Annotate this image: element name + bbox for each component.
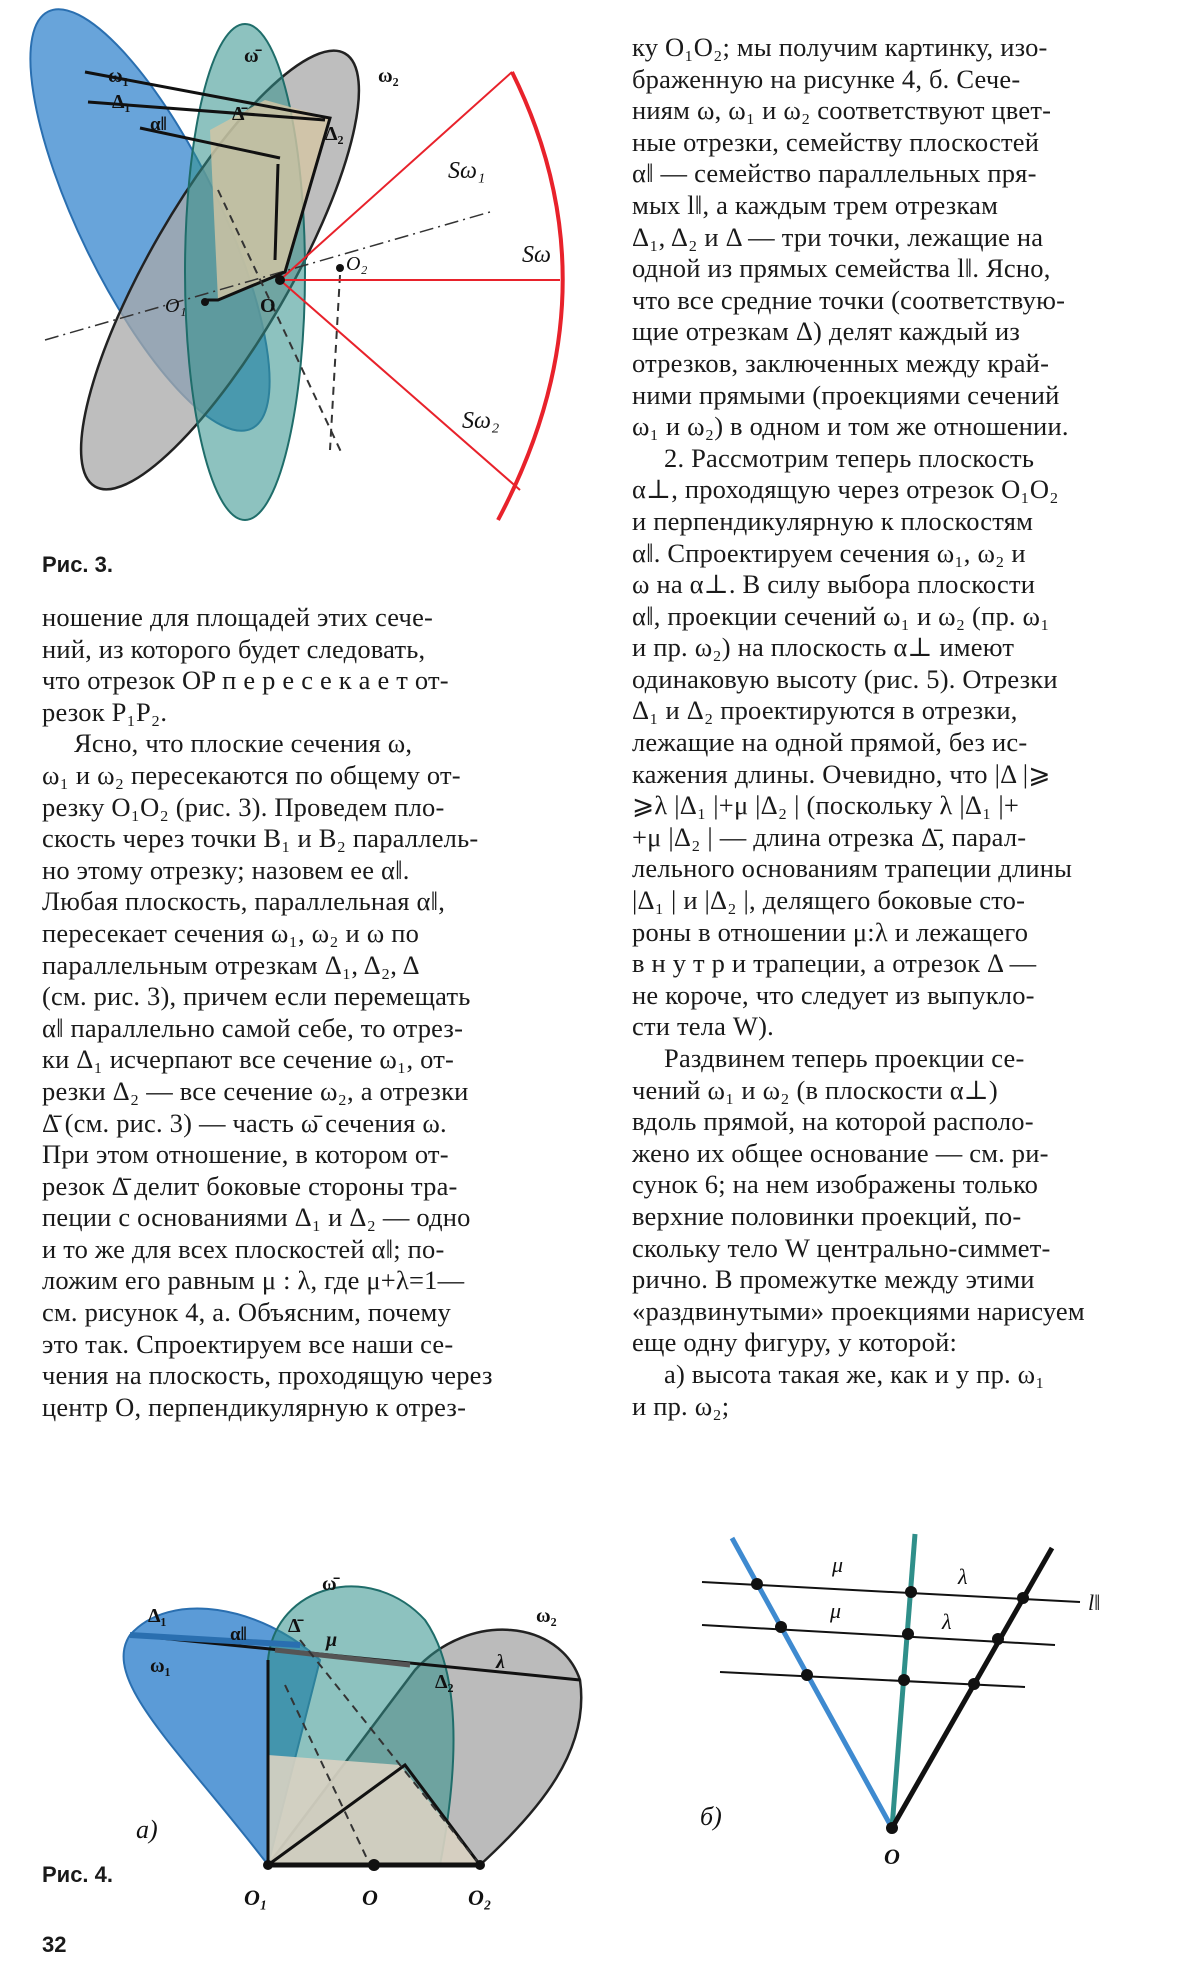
label-O2: O₂ [468,1885,492,1910]
left-column-text [42,602,588,1423]
point-O [275,275,285,285]
text-line: отрезков, заключенных между край- [632,347,1050,378]
text-line: кажения длины. Очевидно, что |Δ |⩾ [632,758,1051,789]
figure-4b [680,1520,1140,1880]
text-line: α‖. Спроектируем сечения ω₁, ω₂ и [632,537,1026,568]
label-delta-bar: Δ̄ [288,1615,301,1637]
text-line: ⩾λ |Δ₁ |+μ |Δ₂ | (поскольку λ |Δ₁ |+ [632,790,1020,821]
label-O1: O₁ [244,1885,268,1910]
label-s-omega1: Sω₁ [448,158,486,184]
label-delta1: Δ₁ [148,1605,167,1627]
text-line: ные отрезки, семейству плоскостей [632,126,1040,157]
label-a: а) [136,1815,158,1844]
label-omega-bar: ω̄ [322,1573,337,1595]
point-1 [751,1578,763,1590]
figure-4a [40,1520,610,1920]
label-lambda: λ [496,1651,505,1673]
text-line: не короче, что следует из выпукло- [632,979,1035,1010]
text-line: и то же для всех плоскостей α‖; по- [42,1233,445,1264]
text-line: чений ω₁ и ω₂ (в плоскости α⊥) [632,1074,998,1105]
point-O [886,1822,898,1834]
text-line: |Δ₁ | и |Δ₂ |, делящего боковые сто- [632,885,1026,916]
text-line: ниям ω, ω₁ и ω₂ соответствуют цвет- [632,95,1052,126]
label-mu-1: μ [832,1552,844,1577]
text-line: Δ₁, Δ₂ и Δ — три точки, лежащие на [632,221,1044,252]
point-4 [775,1621,787,1633]
text-line: и пр. ω₂; [632,1390,730,1421]
text-line: что отрезок OP п е р е с е к а е т от- [42,665,449,696]
label-alpha-par: α‖ [150,114,167,135]
text-line: ω₁ и ω₂) в одном и том же отношении. [632,411,1069,442]
text-line: лежащие на одной прямой, без ис- [632,727,1028,758]
text-line: верхние половинки проекций, по- [632,1200,1022,1231]
label-omega1: ω₁ [108,65,129,87]
text-line: мых l‖, а каждым трем отрезкам [632,189,999,220]
text-line: пеции с основаниями Δ₁ и Δ₂ — одно [42,1202,471,1233]
text-line: α‖, проекции сечений ω₁ и ω₂ (пр. ω₁ [632,600,1050,631]
text-line: α‖ параллельно самой себе, то отрез- [42,1012,464,1043]
label-omega2: ω₂ [378,65,399,87]
text-line: пересекает сечения ω₁, ω₂ и ω по [42,917,420,948]
text-line: а) высота такая же, как и у пр. ω₁ [664,1358,1045,1389]
point-7 [801,1669,813,1681]
text-line: сти тела W). [632,1011,774,1042]
point-3 [1017,1592,1029,1604]
text-line: Раздвинем теперь проекции се- [664,1043,1025,1073]
label-delta-bar: Δ̄ [232,103,245,125]
label-s-omega: Sω [522,242,551,268]
text-line: щие отрезкам Δ) делят каждый из [632,316,1021,347]
text-line: резок Δ̄ делит боковые стороны тра- [42,1170,458,1201]
point-5 [902,1628,914,1640]
label-lambda-1: λ [958,1564,968,1589]
text-line: одинаковую высоту (рис. 5). Отрезки [632,663,1058,694]
text-line: ношение для площадей этих сече- [42,602,434,632]
label-omega1: ω₁ [150,1655,171,1677]
red-arc [498,72,563,520]
label-O: O [260,295,276,317]
figure-3 [0,0,580,545]
figure-3-caption: Рис. 3. [42,552,114,577]
point-O1 [201,298,209,306]
point-9 [968,1678,980,1690]
text-line: это так. Спроектируем все наши се- [42,1328,454,1359]
point-O [368,1859,380,1871]
label-s-omega2: Sω₂ [462,408,500,434]
label-b: б) [700,1802,722,1831]
label-O: O [362,1885,378,1910]
label-omega2: ω₂ [536,1605,557,1627]
text-line: +μ |Δ₂ | — длина отрезка Δ̄, парал- [632,821,1027,852]
point-6 [992,1633,1004,1645]
label-mu-2: μ [830,1598,842,1623]
text-line: ω на α⊥. В силу выбора плоскости [632,569,1036,600]
text-line: α‖ — семейство параллельных пря- [632,158,1037,189]
label-omega-bar: ω̄ [244,45,259,67]
point-8 [898,1674,910,1686]
text-line: Ясно, что плоские сечения ω, [74,728,413,759]
text-line: роны в отношении μ:λ и лежащего [632,916,1029,947]
text-line: рично. В промежутке между этими [632,1264,1035,1295]
text-line: центр O, перпендикулярную к отрез- [42,1391,467,1422]
dashed-edge-2 [330,275,340,450]
label-delta2: Δ₂ [435,1671,454,1693]
text-line: При этом отношение, в котором от- [42,1139,449,1170]
text-line: параллельным отрезкам Δ₁, Δ₂, Δ [42,949,420,980]
label-mu: μ [326,1629,338,1651]
text-line: Δ̄ (см. рис. 3) — часть ω̄ сечения ω. [42,1107,447,1138]
text-line: ними прямыми (проекциями сечений [632,379,1060,410]
text-line: сунок 6; на нем изображены только [632,1169,1039,1200]
text-line: что все средние точки (соответствую- [632,284,1066,315]
text-line: ний, из которого будет следовать, [42,633,426,664]
text-line: (см. рис. 3), причем если перемещать [42,981,471,1012]
point-O1 [263,1860,273,1870]
text-line: еще одну фигуру, у которой: [632,1327,958,1358]
text-line: но этому отрезку; назовем ее α‖. [42,854,410,885]
point-2 [905,1586,917,1598]
label-delta1: Δ₁ [112,91,131,113]
text-line: ки Δ₁ исчерпают все сечение ω₁, от- [42,1044,455,1075]
text-line: жено их общее основание — см. ри- [632,1137,1049,1168]
right-column-text [632,32,1160,1422]
label-l-par: l‖ [1088,1590,1101,1615]
text-line: резку O₁O₂ (рис. 3). Проведем пло- [42,791,445,822]
text-line: резки Δ₂ — все сечение ω₂, а отрезки [42,1075,469,1106]
text-line: скость через точки B₁ и B₂ параллель- [42,823,479,854]
text-line: вдоль прямой, на которой располо- [632,1106,1034,1137]
label-O2: O₂ [346,253,368,275]
text-line: ку O₁O₂; мы получим картинку, изо- [632,32,1048,62]
text-line: см. рисунок 4, а. Объясним, почему [42,1297,451,1328]
text-line: и перпендикулярную к плоскостям [632,505,1034,536]
text-line: Δ₁ и Δ₂ проектируются в отрезки, [632,695,1018,726]
text-line: ω₁ и ω₂ пересекаются по общему от- [42,759,461,790]
label-delta2: Δ₂ [325,123,344,145]
text-line: браженную на рисунке 4, б. Сече- [632,63,1021,94]
figure-4-caption: Рис. 4. [42,1862,114,1887]
point-O2 [475,1860,485,1870]
ray-s-omega2 [280,280,520,490]
point-O2 [336,264,344,272]
text-line: ложим его равным μ : λ, где μ+λ=1— [42,1265,465,1296]
label-O1: O₁ [165,295,187,317]
text-line: резок P₁P₂. [42,696,168,727]
text-line: 2. Рассмотрим теперь плоскость [664,442,1035,473]
text-line: одной из прямых семейства l‖. Ясно, [632,253,1051,284]
page-number: 32 [42,1932,67,1957]
text-line: лельного основаниям трапеции длины [632,853,1073,884]
text-line: и пр. ω₂) на плоскость α⊥ имеют [632,632,1015,663]
text-line: Любая плоскость, параллельная α‖, [42,886,446,917]
text-line: скольку тело W центрально-симмет- [632,1232,1051,1263]
text-line: чения на плоскость, проходящую через [42,1360,493,1391]
text-line: α⊥, проходящую через отрезок O₁O₂ [632,474,1059,505]
label-lambda-2: λ [942,1609,952,1634]
text-line: «раздвинутыми» проекциями нарисуем [632,1295,1085,1326]
text-line: в н у т р и трапеции, а отрезок Δ — [632,948,1037,979]
label-alpha-par: α‖ [230,1624,247,1645]
label-O: O [884,1844,900,1869]
